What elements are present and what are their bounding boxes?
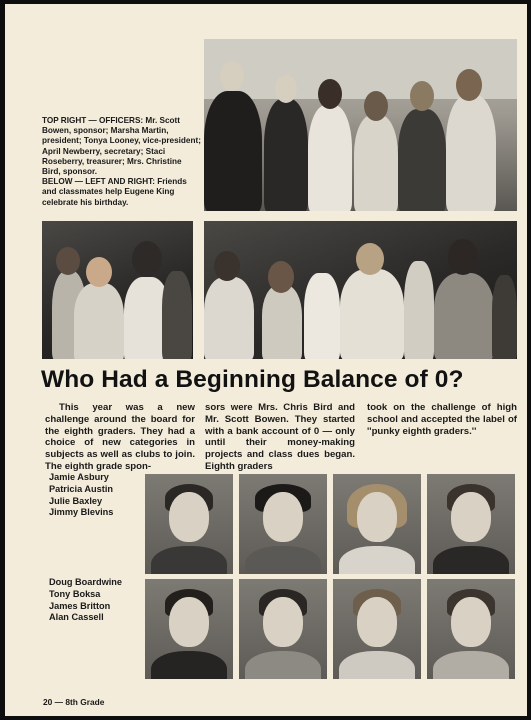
portrait-james-britton xyxy=(333,579,421,679)
page-headline: Who Had a Beginning Balance of 0? xyxy=(41,366,464,393)
story-column-2: sors were Mrs. Chris Bird and Mr. Scott Bowen. They started with a bank account of 0 — only until their money-making projects and class dues began. Eighth graders xyxy=(205,402,355,472)
figure-treasurer-head xyxy=(410,81,434,111)
portrait-shoulders xyxy=(433,546,509,574)
party-figure xyxy=(434,273,494,359)
student-name: James Britton xyxy=(49,600,111,611)
caption-birthday: BELOW — LEFT AND RIGHT: Friends and classmates help Eugene King celebrate his birthday. xyxy=(42,177,187,207)
portrait-face xyxy=(451,597,491,647)
portrait-names-row-2 xyxy=(49,577,149,624)
birthday-photo-left xyxy=(42,221,193,359)
student-name: Jimmy Blevins xyxy=(49,507,114,518)
party-figure xyxy=(262,285,302,359)
party-figure xyxy=(404,261,434,359)
party-figure xyxy=(74,283,124,359)
figure-secretary-head xyxy=(364,91,388,121)
photo-caption xyxy=(42,116,202,208)
party-figure-head xyxy=(132,241,162,277)
portrait-shoulders xyxy=(151,651,227,679)
party-figure xyxy=(492,275,517,359)
student-name: Tony Boksa xyxy=(49,588,101,599)
portrait-face xyxy=(263,492,303,542)
page-footer: 20 — 8th Grade xyxy=(43,697,105,707)
portrait-shoulders xyxy=(151,546,227,574)
figure-sponsor-two-head xyxy=(456,69,482,101)
party-figure-head xyxy=(268,261,294,293)
story-column-1: This year was a new challenge around the board for the eighth graders. They had a choice of new categories in subjects as well as clubs to join. The eighth grade spon- xyxy=(45,402,195,472)
party-figure-head xyxy=(356,243,384,275)
portrait-face xyxy=(357,597,397,647)
student-name: Alan Cassell xyxy=(49,612,104,623)
yearbook-page xyxy=(5,4,527,716)
party-figure-head xyxy=(86,257,112,287)
party-figure xyxy=(162,271,192,359)
party-figure-head xyxy=(56,247,80,275)
party-figure-head xyxy=(448,239,478,275)
figure-sponsor-two xyxy=(446,95,496,211)
portrait-shoulders xyxy=(339,546,415,574)
figure-vice-president-head xyxy=(318,79,342,109)
student-name: Julie Baxley xyxy=(49,495,103,506)
party-figure xyxy=(340,269,404,359)
figure-president xyxy=(264,99,308,211)
portrait-face xyxy=(263,597,303,647)
portrait-shoulders xyxy=(339,651,415,679)
figure-president-head xyxy=(275,75,297,103)
portrait-tony-boksa xyxy=(239,579,327,679)
figure-sponsor xyxy=(204,91,262,211)
portrait-shoulders xyxy=(245,651,321,679)
student-name: Doug Boardwine xyxy=(49,577,122,587)
portrait-shoulders xyxy=(433,651,509,679)
portrait-face xyxy=(357,492,397,542)
portrait-jimmy-blevins xyxy=(427,474,515,574)
student-name: Jamie Asbury xyxy=(49,472,109,482)
portrait-julie-baxley xyxy=(333,474,421,574)
officers-photo xyxy=(204,39,517,211)
student-name: Patricia Austin xyxy=(49,483,113,494)
party-figure-head xyxy=(214,251,240,281)
caption-officers: TOP RIGHT — OFFICERS: Mr. Scott Bowen, sponsor; Marsha Martin, president; Tonya Looney, vice-president; April Newberry, secretary; Staci Roseberry, treasurer; Mrs. Christine Bird, sponsor. xyxy=(42,116,201,177)
party-figure xyxy=(204,277,254,359)
birthday-photo-right xyxy=(204,221,517,359)
portrait-patricia-austin xyxy=(239,474,327,574)
portrait-jamie-asbury xyxy=(145,474,233,574)
figure-vice-president xyxy=(308,105,352,211)
party-figure xyxy=(304,273,340,359)
figure-treasurer xyxy=(398,109,446,211)
portrait-face xyxy=(169,597,209,647)
portrait-face xyxy=(451,492,491,542)
figure-sponsor-head xyxy=(220,61,244,91)
portrait-shoulders xyxy=(245,546,321,574)
portrait-alan-cassell xyxy=(427,579,515,679)
portrait-names-row-1 xyxy=(49,472,149,519)
story-column-3: took on the challenge of high school and accepted the label of ''punky eighth graders.'' xyxy=(367,402,517,437)
portrait-face xyxy=(169,492,209,542)
portrait-doug-boardwine xyxy=(145,579,233,679)
figure-secretary xyxy=(354,115,398,211)
